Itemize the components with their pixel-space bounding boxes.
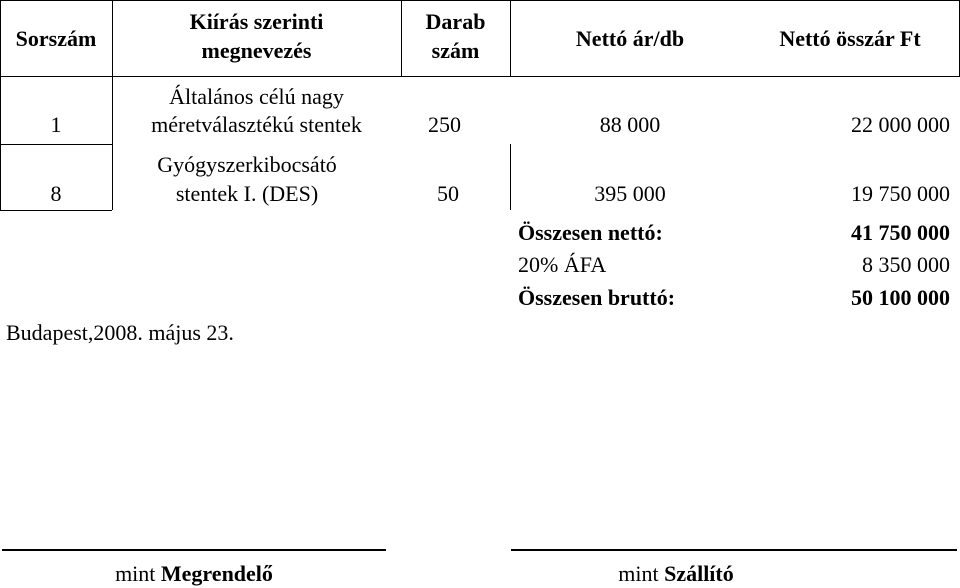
signature-prefix-left: mint	[115, 561, 156, 586]
net-total-label: Összesen nettó:	[518, 220, 663, 245]
net-total-value: 41 750 000	[851, 220, 950, 245]
row-total-price: 22 000 000	[851, 112, 950, 137]
gross-total-value: 50 100 000	[851, 285, 950, 310]
row-name-line1: Gyógyszerkibocsátó	[157, 152, 337, 177]
row-qty: 50	[437, 181, 459, 206]
signature-line-left	[2, 549, 386, 551]
header-total-price: Nettó összár Ft	[779, 26, 921, 51]
place-date: Budapest,2008. május 23.	[6, 320, 234, 345]
table-row-divider-1	[0, 76, 960, 77]
table-border-bottom	[0, 210, 112, 211]
signature-role-right: Szállító	[664, 561, 734, 586]
signature-label-right	[511, 560, 841, 588]
signature-line-right	[511, 549, 957, 551]
row-serial: 1	[50, 112, 62, 137]
header-serial: Sorszám	[15, 26, 97, 51]
vat-label: 20% ÁFA	[518, 252, 607, 277]
signature-role-left: Megrendelő	[160, 561, 273, 586]
row-serial: 8	[50, 181, 62, 206]
gross-total-label: Összesen bruttó:	[518, 285, 676, 310]
header-name-line2: megnevezés	[201, 38, 312, 63]
header-unit-price: Nettó ár/db	[575, 26, 685, 51]
header-name-line1: Kiírás szerinti	[189, 9, 324, 34]
header-qty-line2: szám	[431, 38, 480, 63]
signature-label-left	[2, 560, 386, 588]
header-qty-line1: Darab	[425, 9, 486, 34]
table-border-top	[0, 0, 960, 1]
row-qty: 250	[428, 112, 461, 137]
row-name-line2: méretválasztékú stentek	[151, 112, 362, 137]
row-unit-price: 395 000	[594, 181, 666, 206]
row-name-line1: Általános célú nagy	[169, 84, 344, 109]
table-col-divider-4	[510, 144, 511, 210]
vat-value: 8 350 000	[862, 252, 950, 277]
row-unit-price: 88 000	[599, 112, 661, 137]
table-row-divider-2	[0, 144, 112, 145]
row-name-line2: stentek I. (DES)	[175, 181, 319, 206]
signature-prefix-right: mint	[618, 561, 659, 586]
row-total-price: 19 750 000	[851, 181, 950, 206]
